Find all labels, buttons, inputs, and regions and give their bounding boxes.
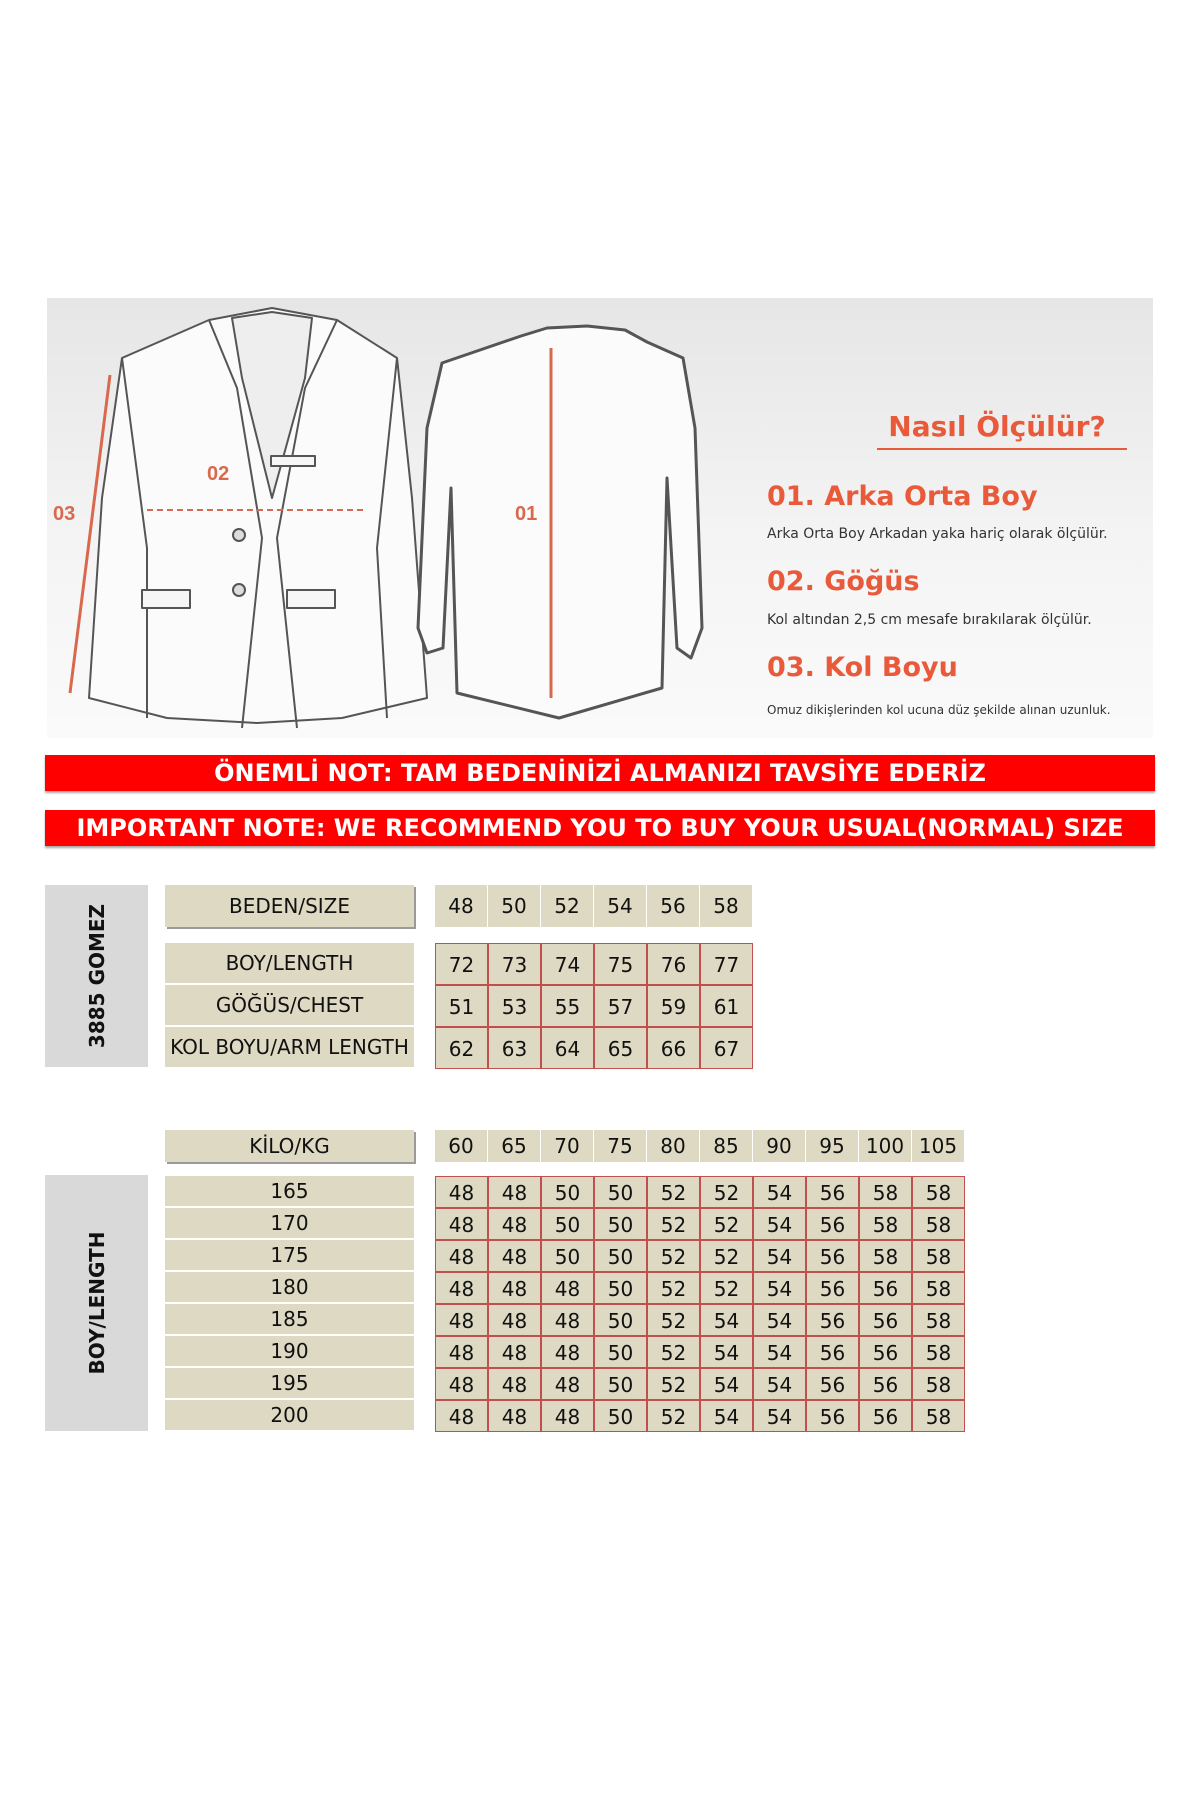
weight-row-cell: 56 xyxy=(859,1272,912,1304)
weight-row-cell: 52 xyxy=(647,1176,700,1208)
weight-row-cell: 56 xyxy=(806,1336,859,1368)
height-row-label: 200 xyxy=(165,1400,414,1430)
note-banner-turkish: ÖNEMLİ NOT: TAM BEDENİNİZİ ALMANIZI TAVSİYE EDERİZ xyxy=(45,755,1155,791)
weight-row-cell: 52 xyxy=(647,1368,700,1400)
weight-row-cell: 56 xyxy=(859,1304,912,1336)
weight-row-cell: 52 xyxy=(700,1208,753,1240)
weight-row-cell: 48 xyxy=(488,1400,541,1432)
weight-row-cell: 48 xyxy=(488,1176,541,1208)
back-jacket-illustration xyxy=(418,326,702,718)
jacket-diagram xyxy=(47,298,1153,738)
height-row-label: 170 xyxy=(165,1208,414,1238)
guide-item-length-desc: Arka Orta Boy Arkadan yaka hariç olarak ölçülür. xyxy=(767,526,1108,542)
weight-row-cell: 48 xyxy=(541,1272,594,1304)
weight-row-cell: 52 xyxy=(647,1336,700,1368)
weight-row-cell: 52 xyxy=(647,1208,700,1240)
guide-item-arm-desc: Omuz dikişlerinden kol ucuna düz şekilde alınan uzunluk. xyxy=(767,703,1111,717)
weight-row-cell: 58 xyxy=(912,1400,965,1432)
size-row-cell: 66 xyxy=(647,1027,700,1069)
weight-row-cell: 52 xyxy=(700,1272,753,1304)
weight-row-cell: 58 xyxy=(912,1208,965,1240)
weight-header-cell: 80 xyxy=(647,1130,700,1162)
weight-row-cell: 48 xyxy=(435,1368,488,1400)
weight-row-cell: 58 xyxy=(912,1240,965,1272)
weight-row-cell: 58 xyxy=(912,1368,965,1400)
weight-row-cell: 56 xyxy=(859,1400,912,1432)
marker-length: 01 xyxy=(515,503,538,525)
guide-title-underline xyxy=(877,448,1127,450)
weight-row-cell: 48 xyxy=(435,1208,488,1240)
weight-row-cell: 54 xyxy=(753,1176,806,1208)
height-row-label: 190 xyxy=(165,1336,414,1366)
weight-row-cell: 54 xyxy=(753,1400,806,1432)
weight-row-cell: 50 xyxy=(541,1240,594,1272)
height-row-label: 165 xyxy=(165,1176,414,1206)
note-banner-english: IMPORTANT NOTE: WE RECOMMEND YOU TO BUY YOUR USUAL(NORMAL) SIZE xyxy=(45,810,1155,846)
size-row-label: KOL BOYU/ARM LENGTH xyxy=(165,1027,414,1067)
weight-row-cell: 50 xyxy=(594,1336,647,1368)
weight-row-cell: 48 xyxy=(488,1208,541,1240)
size-row-cell: 53 xyxy=(488,985,541,1027)
weight-row-cell: 58 xyxy=(859,1176,912,1208)
weight-table-side-text: BOY/LENGTH xyxy=(84,1231,109,1375)
measurement-guide-panel xyxy=(47,298,1153,738)
weight-row-cell: 56 xyxy=(806,1208,859,1240)
weight-row-cell: 50 xyxy=(594,1368,647,1400)
size-header-cell: 54 xyxy=(594,885,647,927)
weight-row-cell: 52 xyxy=(647,1304,700,1336)
height-row-label: 180 xyxy=(165,1272,414,1302)
weight-row-cell: 54 xyxy=(753,1208,806,1240)
height-row-label: 175 xyxy=(165,1240,414,1270)
weight-row-cell: 52 xyxy=(647,1240,700,1272)
weight-row-cell: 50 xyxy=(594,1304,647,1336)
weight-row-cell: 56 xyxy=(806,1400,859,1432)
weight-row-cell: 50 xyxy=(594,1176,647,1208)
weight-header-cell: 60 xyxy=(435,1130,488,1162)
weight-row-cell: 58 xyxy=(859,1240,912,1272)
weight-header-cell: 85 xyxy=(700,1130,753,1162)
weight-row-cell: 48 xyxy=(435,1176,488,1208)
weight-row-cell: 48 xyxy=(488,1240,541,1272)
weight-row-cell: 52 xyxy=(647,1272,700,1304)
weight-row-cell: 54 xyxy=(700,1368,753,1400)
weight-header-cell: 70 xyxy=(541,1130,594,1162)
weight-row-cell: 54 xyxy=(753,1272,806,1304)
guide-item-chest-heading: 02. Göğüs xyxy=(767,566,920,597)
weight-row-cell: 56 xyxy=(806,1240,859,1272)
weight-row-cell: 48 xyxy=(435,1400,488,1432)
size-row-cell: 74 xyxy=(541,943,594,985)
weight-row-cell: 48 xyxy=(541,1400,594,1432)
size-header-cell: 56 xyxy=(647,885,700,927)
weight-header-cell: 90 xyxy=(753,1130,806,1162)
weight-row-cell: 48 xyxy=(488,1272,541,1304)
marker-arm: 03 xyxy=(53,503,76,525)
size-row-cell: 63 xyxy=(488,1027,541,1069)
weight-row-cell: 48 xyxy=(435,1336,488,1368)
size-row-cell: 57 xyxy=(594,985,647,1027)
weight-row-cell: 54 xyxy=(700,1304,753,1336)
guide-item-chest-desc: Kol altından 2,5 cm mesafe bırakılarak ölçülür. xyxy=(767,612,1092,628)
weight-header-cell: 100 xyxy=(859,1130,912,1162)
weight-row-cell: 54 xyxy=(700,1336,753,1368)
weight-row-cell: 48 xyxy=(435,1240,488,1272)
weight-row-cell: 48 xyxy=(488,1336,541,1368)
size-row-label: GÖĞÜS/CHEST xyxy=(165,985,414,1025)
weight-row-cell: 50 xyxy=(594,1208,647,1240)
weight-row-cell: 54 xyxy=(753,1368,806,1400)
weight-row-cell: 50 xyxy=(541,1208,594,1240)
weight-row-cell: 56 xyxy=(806,1176,859,1208)
weight-row-cell: 48 xyxy=(435,1304,488,1336)
weight-row-cell: 58 xyxy=(912,1336,965,1368)
weight-row-cell: 56 xyxy=(859,1336,912,1368)
size-header-label: BEDEN/SIZE xyxy=(165,885,414,927)
size-row-cell: 77 xyxy=(700,943,753,985)
front-jacket-illustration xyxy=(89,308,427,728)
size-row-cell: 76 xyxy=(647,943,700,985)
size-row-cell: 55 xyxy=(541,985,594,1027)
weight-row-cell: 48 xyxy=(488,1368,541,1400)
weight-row-cell: 56 xyxy=(806,1368,859,1400)
size-row-cell: 51 xyxy=(435,985,488,1027)
size-row-cell: 73 xyxy=(488,943,541,985)
weight-row-cell: 48 xyxy=(541,1368,594,1400)
weight-row-cell: 56 xyxy=(806,1304,859,1336)
weight-row-cell: 50 xyxy=(541,1176,594,1208)
weight-row-cell: 50 xyxy=(594,1240,647,1272)
weight-header-label: KİLO/KG xyxy=(165,1130,414,1162)
weight-row-cell: 58 xyxy=(859,1208,912,1240)
weight-row-cell: 56 xyxy=(859,1368,912,1400)
weight-row-cell: 50 xyxy=(594,1272,647,1304)
weight-row-cell: 50 xyxy=(594,1400,647,1432)
size-row-cell: 59 xyxy=(647,985,700,1027)
size-row-cell: 62 xyxy=(435,1027,488,1069)
weight-row-cell: 58 xyxy=(912,1304,965,1336)
size-row-cell: 61 xyxy=(700,985,753,1027)
size-row-cell: 64 xyxy=(541,1027,594,1069)
weight-row-cell: 58 xyxy=(912,1272,965,1304)
weight-row-cell: 48 xyxy=(541,1336,594,1368)
height-row-label: 195 xyxy=(165,1368,414,1398)
weight-row-cell: 48 xyxy=(488,1304,541,1336)
weight-row-cell: 52 xyxy=(700,1240,753,1272)
weight-row-cell: 54 xyxy=(753,1240,806,1272)
weight-header-cell: 75 xyxy=(594,1130,647,1162)
guide-item-length-heading: 01. Arka Orta Boy xyxy=(767,481,1038,512)
size-row-cell: 67 xyxy=(700,1027,753,1069)
weight-row-cell: 54 xyxy=(700,1400,753,1432)
size-row-cell: 72 xyxy=(435,943,488,985)
size-header-cell: 58 xyxy=(700,885,753,927)
marker-chest: 02 xyxy=(207,463,230,485)
weight-row-cell: 54 xyxy=(753,1336,806,1368)
size-row-label: BOY/LENGTH xyxy=(165,943,414,983)
weight-row-cell: 54 xyxy=(753,1304,806,1336)
weight-row-cell: 58 xyxy=(912,1176,965,1208)
weight-row-cell: 48 xyxy=(541,1304,594,1336)
weight-row-cell: 52 xyxy=(647,1400,700,1432)
weight-table-side-label xyxy=(45,1175,148,1431)
size-header-cell: 48 xyxy=(435,885,488,927)
size-row-cell: 65 xyxy=(594,1027,647,1069)
guide-item-arm-heading: 03. Kol Boyu xyxy=(767,652,958,683)
height-row-label: 185 xyxy=(165,1304,414,1334)
weight-row-cell: 52 xyxy=(700,1176,753,1208)
size-table-model-name: 3885 GOMEZ xyxy=(84,903,109,1049)
guide-title: Nasıl Ölçülür? xyxy=(888,410,1106,443)
weight-row-cell: 48 xyxy=(435,1272,488,1304)
size-header-cell: 52 xyxy=(541,885,594,927)
size-header-cell: 50 xyxy=(488,885,541,927)
weight-header-cell: 65 xyxy=(488,1130,541,1162)
weight-header-cell: 95 xyxy=(806,1130,859,1162)
size-table-side-label xyxy=(45,885,148,1067)
weight-row-cell: 56 xyxy=(806,1272,859,1304)
weight-header-cell: 105 xyxy=(912,1130,965,1162)
size-row-cell: 75 xyxy=(594,943,647,985)
